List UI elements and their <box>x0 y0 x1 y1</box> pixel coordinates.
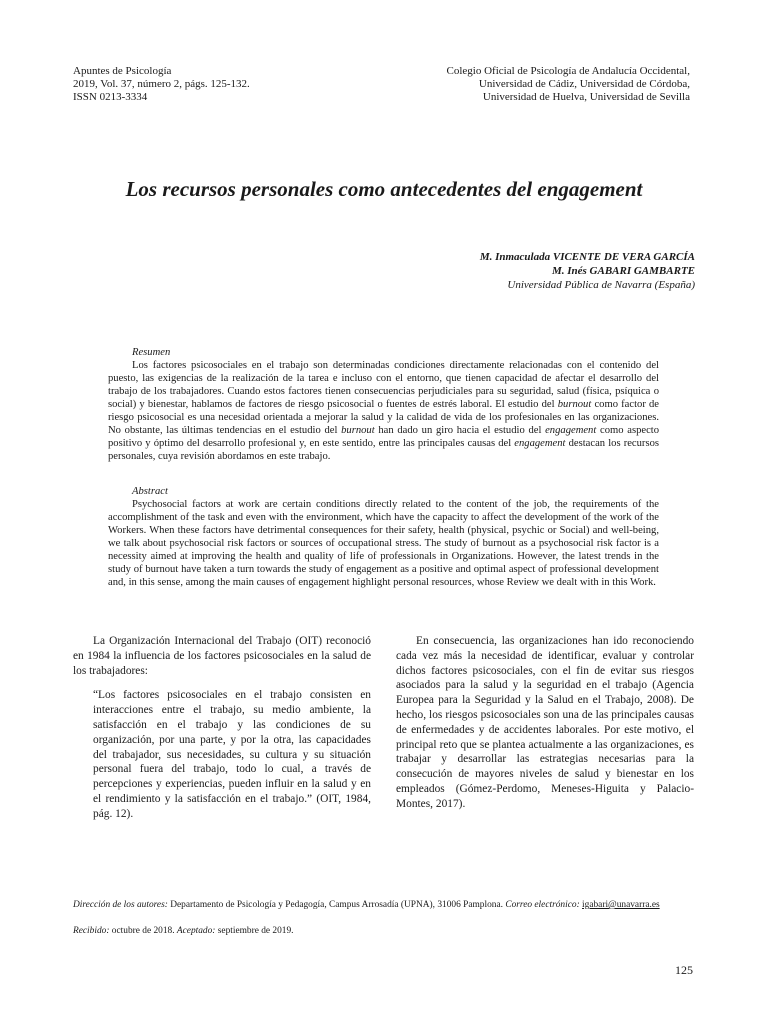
abstract-section <box>108 485 659 589</box>
email-link[interactable]: igabari@unavarra.es <box>582 900 660 910</box>
dates-footnote: Recibido: octubre de 2018. Aceptado: septiembre de 2019. <box>73 926 294 936</box>
author-affiliation: Universidad Pública de Navarra (España) <box>507 279 695 291</box>
publisher-line: Colegio Oficial de Psicología de Andalucía Occidental, <box>446 65 690 77</box>
journal-info <box>73 65 373 104</box>
page-number: 125 <box>675 963 693 977</box>
body-column-left <box>73 634 371 822</box>
body-column-right <box>396 634 694 812</box>
publisher-line: Universidad de Huelva, Universidad de Sevilla <box>482 91 690 103</box>
author-name: M. Inmaculada VICENTE DE VERA GARCÍA <box>479 251 695 263</box>
abstract-text: Psychosocial factors at work are certain conditions directly related to the content of the job, the requirements of the accomplishment of the task and even with the environment, which have the capacity to affect the development of the work of the Workers. When these factors have detrimental consequences for their safety, health (physical, psychic or Social) and well-being, we talk about psychosocial risk factors or sources of occupational stress. The study of burnout as a psychosocial risk factor is a necessity aimed at improving the health and quality of life of professionals in Organizations. However, the latest trends in the study of burnout have taken a turn towards the study of engagement as a positive and optimal aspect of professional development and, in this sense, among the main causes of engagement highlight personal resources, whose Review we dealt with in this Work. <box>108 499 659 588</box>
journal-name: Apuntes de Psicología <box>73 65 172 77</box>
block-quote: “Los factores psicosociales en el trabajo consisten en interacciones entre el trabajo, su medio ambiente, la satisfacción en el trabajo y las condiciones de su organización, por una parte, y por la otra, las capacidades del trabajador, sus necesidades, su cultura y su situación personal fuera del trabajo, todo lo cual, a través de percepciones y experiencias, pueden influir en la salud y en el rendimiento y la satisfacción en el trabajo.” (OIT, 1984, pág. 12). <box>93 689 371 820</box>
publisher-info <box>360 65 690 104</box>
body-paragraph: La Organización Internacional del Trabajo (OIT) reconoció en 1984 la influencia de los factores psicosociales en la salud de los trabajadores: <box>73 635 371 677</box>
author-name: M. Inés GABARI GAMBARTE <box>551 265 695 277</box>
journal-volume: 2019, Vol. 37, número 2, págs. 125-132. <box>73 78 250 90</box>
resumen-heading: Resumen <box>132 347 171 358</box>
resumen-text: Los factores psicosociales en el trabajo son determinadas condiciones directamente relacionadas con el contenido del puesto, las exigencias de la realización de la tarea e incluso con el entorno, que tienen capacidad de afectar el desarrollo del trabajo de los trabajadores. Cuando estos factores tienen consecuencias perjudiciales para su seguridad, salud (física, psíquica o social) y bienestar, hablamos de factores de riesgo psicosocial o fuentes de estrés laboral. El estudio del burnout como factor de riesgo psicosocial es una necesidad orientada a mejorar la salud y la calidad de vida de los profesionales en las organizaciones. No obstante, las últimas tendencias en el estudio del burnout han dado un giro hacia el estudio del engagement como aspecto positivo y óptimo del desarrollo profesional y, en este sentido, entre las principales causas del engagement destacan los recursos personales, cuya revisión abordamos en este trabajo. <box>108 360 660 462</box>
body-paragraph: En consecuencia, las organizaciones han ido reconociendo cada vez más la necesidad de identificar, evaluar y controlar dichos factores psicosociales, con el fin de evitar sus riesgos asociados para la salud y la seguridad en el trabajo (Agencia Europea para la Seguridad y la Salud en el Trabajo, 2008). De hecho, los riesgos psicosociales son una de las principales causas de enfermedades y de accidentes laborales. Por este motivo, el principal reto que se plantea actualmente a las organizaciones, es trabajar y desarrollar las estrategias necesarias para la consecución de mayores niveles de salud y bienestar en los empleados (Gómez-Perdomo, Meneses-Higuita y Palacio-Montes, 2017). <box>396 635 694 810</box>
journal-issn: ISSN 0213-3334 <box>73 91 148 103</box>
paper-title: Los recursos personales como antecedentes del engagement <box>125 177 643 201</box>
abstract-heading: Abstract <box>132 486 168 497</box>
author-block <box>480 250 695 292</box>
publisher-line: Universidad de Cádiz, Universidad de Córdoba, <box>478 78 690 90</box>
resumen-section <box>108 346 659 463</box>
author-address-footnote: Dirección de los autores: Departamento de Psicología y Pedagogía, Campus Arrosadía (UPNA), 31006 Pamplona. Correo electrónico: igabari@unavarra.es <box>73 900 660 910</box>
